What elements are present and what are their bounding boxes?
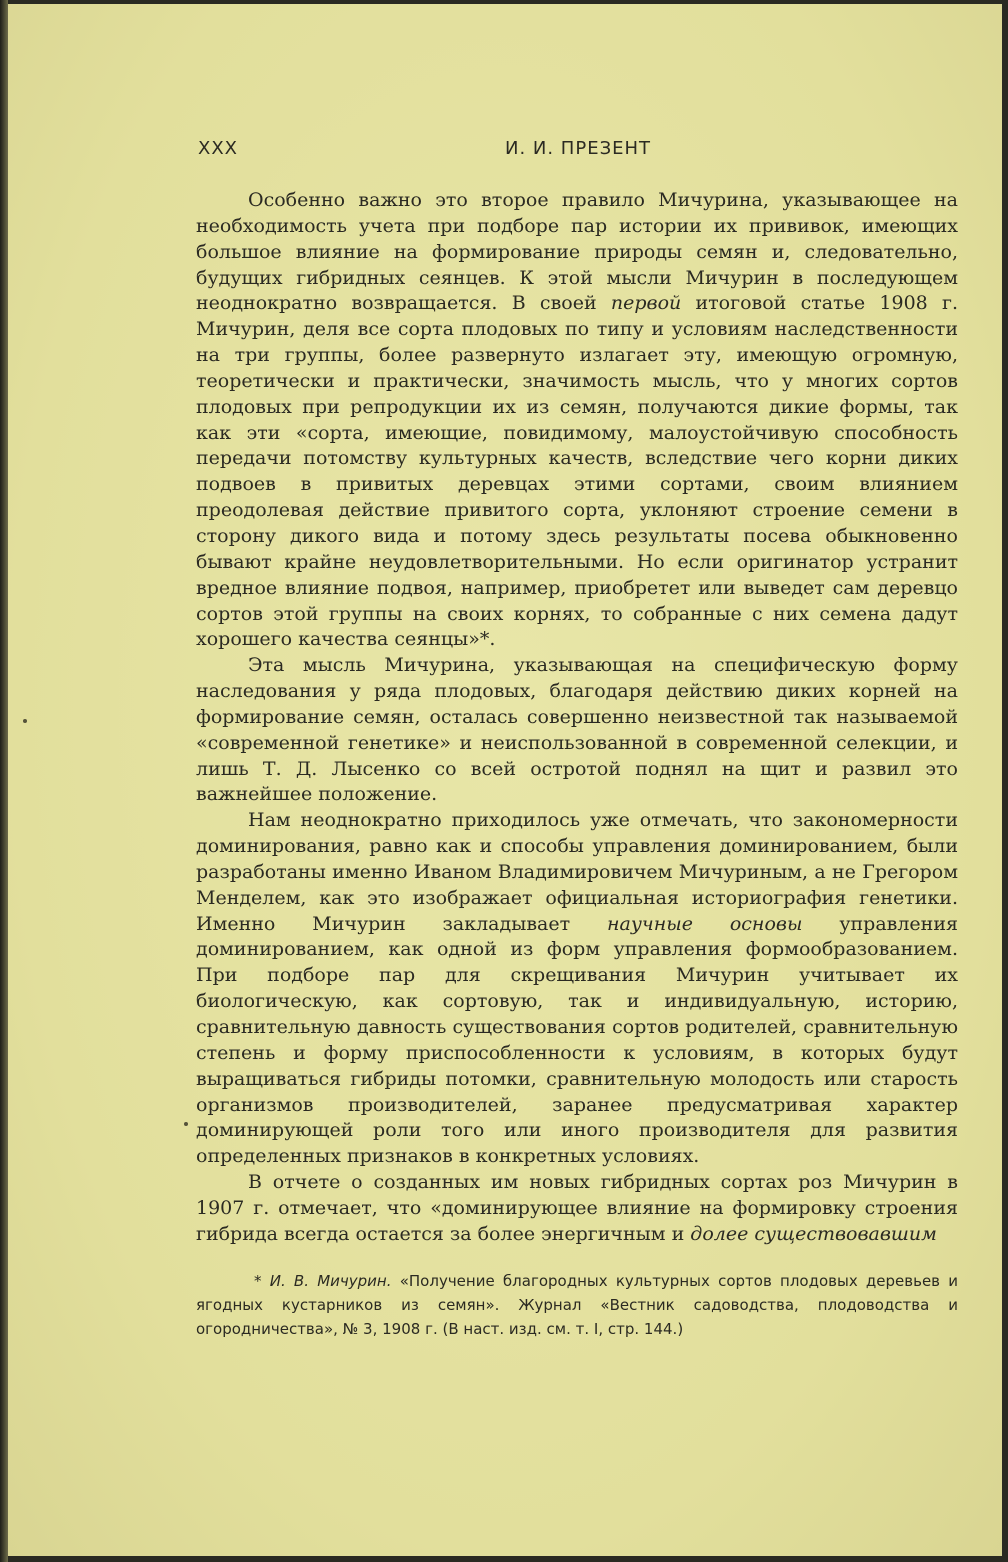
paragraph-2-text: Эта мысль Мичурина, указывающая на специфическую форму наследования у ряда плодовых, благодаря действию диких корней на формирование семян, осталась совершенно неизвестной так называемой «современной генетике» и неиспользованной в современной селекции, и лишь Т. Д. Лысенко со всей остротой поднял на щит и развил это важнейшее положение. bbox=[196, 654, 958, 806]
paragraph-3-emphasis: научные основы bbox=[607, 912, 803, 935]
book-page bbox=[8, 4, 1002, 1556]
page-number: XXX bbox=[198, 138, 238, 159]
paragraph-2 bbox=[196, 653, 958, 808]
footnote-text: «Получение благородных культурных сортов плодовых деревьев и ягодных кустарников из семян». Журнал «Вестник садоводства, плодоводства и огородничества», № 3, 1908 г. (В наст. изд. см. т. I, стр. 144.) bbox=[196, 1272, 958, 1338]
paragraph-1-text-a: Особенно важно это второе правило Мичурина, указывающее на необходимость учета при подборе пар истории их прививок, имеющих большое влияние на формирование природы семян и, следовательно, будущих гибридных сеянцев. К этой мысли Мичурин в последующем неоднократно возвращается. В своей bbox=[196, 189, 958, 315]
footnote-author: * И. В. Мичурин. bbox=[254, 1272, 392, 1290]
running-head bbox=[198, 138, 958, 168]
footnote bbox=[196, 1269, 958, 1341]
paragraph-4-emphasis: долее существовавшим bbox=[690, 1222, 937, 1245]
paragraph-3 bbox=[196, 808, 958, 1170]
paragraph-1 bbox=[196, 188, 958, 653]
paragraph-3-text-a: Нам неоднократно приходилось уже отмечать, что закономерности доминирования, равно как и способы управления доминированием, были разработаны именно Иваном Владимировичем Мичуриным, а не Грегором Менделем, как это изображает официальная историография генетики. Именно Мичурин закладывает bbox=[196, 809, 958, 935]
paragraph-1-emphasis: первой bbox=[610, 292, 682, 315]
scan-speck bbox=[23, 719, 27, 723]
scan-left-edge bbox=[0, 0, 8, 1562]
paragraph-3-text-b: управления доминированием, как одной из форм управления формообразованием. При подборе пар для скрещивания Мичурин учитывает их биологическую, как сортовую, так и индивидуальную, историю, сравнительную давность существования сортов родителей, сравнительную степень и форму приспособленности к условиям, в которых будут выращиваться гибриды потомки, сравнительную молодость или старость организмов производителей, заранее предусматривая характер доминирующей роли того или иного производителя для развития определенных признаков в конкретных условиях. bbox=[196, 912, 958, 1168]
paragraph-4 bbox=[196, 1170, 958, 1248]
scan-speck bbox=[184, 1122, 188, 1126]
body-text bbox=[196, 188, 958, 1248]
running-head-author: И. И. ПРЕЗЕНТ bbox=[504, 138, 652, 159]
paragraph-1-text-b: итоговой статье 1908 г. Мичурин, деля все сорта плодовых по типу и условиям наследственности на три группы, более развернуто излагает эту, имеющую огромную, теоретически и практически, значимость мысль, что у многих сортов плодовых при репродукции их из семян, получаются дикие формы, так как эти «сорта, имеющие, повидимому, малоустойчивую способность передачи потомству культурных качеств, вследствие чего корни диких подвоев в привитых деревцах этими сортами, своим влиянием преодолевая действие привитого сорта, уклоняют строение семени в сторону дикого вида и потому здесь результаты посева обыкновенно бывают крайне неудовлетворительными. Но если оригинатор устранит вредное влияние подвоя, например, приобретет или выведет сам деревцо сортов этой группы на своих корнях, то собранные с них семена дадут хорошего качества сеянцы»*. bbox=[196, 292, 958, 651]
paragraph-4-text: В отчете о созданных им новых гибридных сортах роз Мичурин в 1907 г. отмечает, что «доминирующее влияние на формировку строения гибрида всегда остается за более энергичным и bbox=[196, 1171, 958, 1245]
